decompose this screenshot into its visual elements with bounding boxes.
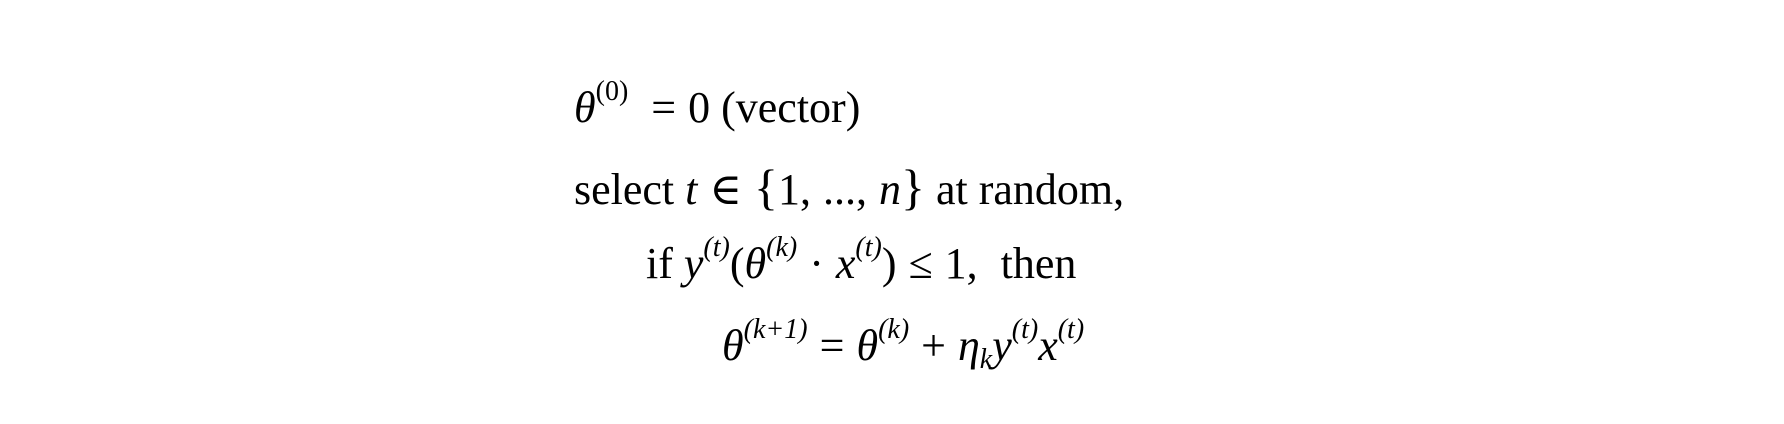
update-line	[722, 314, 1085, 375]
y-variable: y	[683, 239, 704, 288]
superscript: (k+1)	[743, 314, 808, 345]
set-open-brace: {	[753, 159, 778, 215]
set-close-brace: }	[900, 159, 925, 215]
superscript: (t)	[1011, 314, 1039, 345]
t-variable: t	[685, 165, 698, 214]
dot-operator: ·	[809, 239, 824, 288]
superscript: (t)	[855, 232, 882, 263]
n-variable: n	[878, 165, 901, 214]
superscript: (t)	[703, 232, 730, 263]
paren-open: (	[729, 239, 745, 288]
select-word: select	[574, 165, 675, 214]
select-line	[574, 159, 1125, 215]
element-of-symbol: ∈	[709, 165, 742, 214]
vector-note: (vector)	[721, 83, 861, 132]
one-value: 1	[777, 165, 800, 214]
superscript: (t)	[1057, 314, 1085, 345]
eta-symbol: η	[957, 321, 980, 370]
if-word: if	[646, 239, 673, 288]
theta-symbol: θ	[722, 321, 744, 370]
comma: ,	[799, 165, 811, 214]
at-random-text: at random,	[935, 165, 1125, 214]
paren-close: )	[881, 239, 897, 288]
one-value: 1,	[944, 239, 978, 288]
theta-symbol: θ	[856, 321, 879, 370]
superscript: (k)	[878, 314, 910, 345]
superscript: (0)	[595, 76, 629, 107]
subscript: k	[979, 344, 993, 375]
then-word: then	[1000, 239, 1077, 288]
init-line	[574, 76, 861, 132]
theta-symbol: θ	[744, 239, 767, 288]
y-variable: y	[992, 321, 1012, 370]
ellipsis: ...	[822, 165, 856, 214]
theta-symbol: θ	[574, 83, 596, 132]
x-variable: x	[835, 239, 856, 288]
condition-line	[646, 232, 1077, 288]
equals-sign: =	[651, 83, 677, 132]
less-equal-symbol: ≤	[908, 239, 933, 288]
equals-sign: =	[819, 321, 845, 370]
plus-sign: +	[921, 321, 946, 370]
zero-value: 0	[688, 83, 711, 132]
superscript: (k)	[766, 232, 798, 263]
x-variable: x	[1038, 321, 1058, 370]
comma: ,	[855, 165, 867, 214]
